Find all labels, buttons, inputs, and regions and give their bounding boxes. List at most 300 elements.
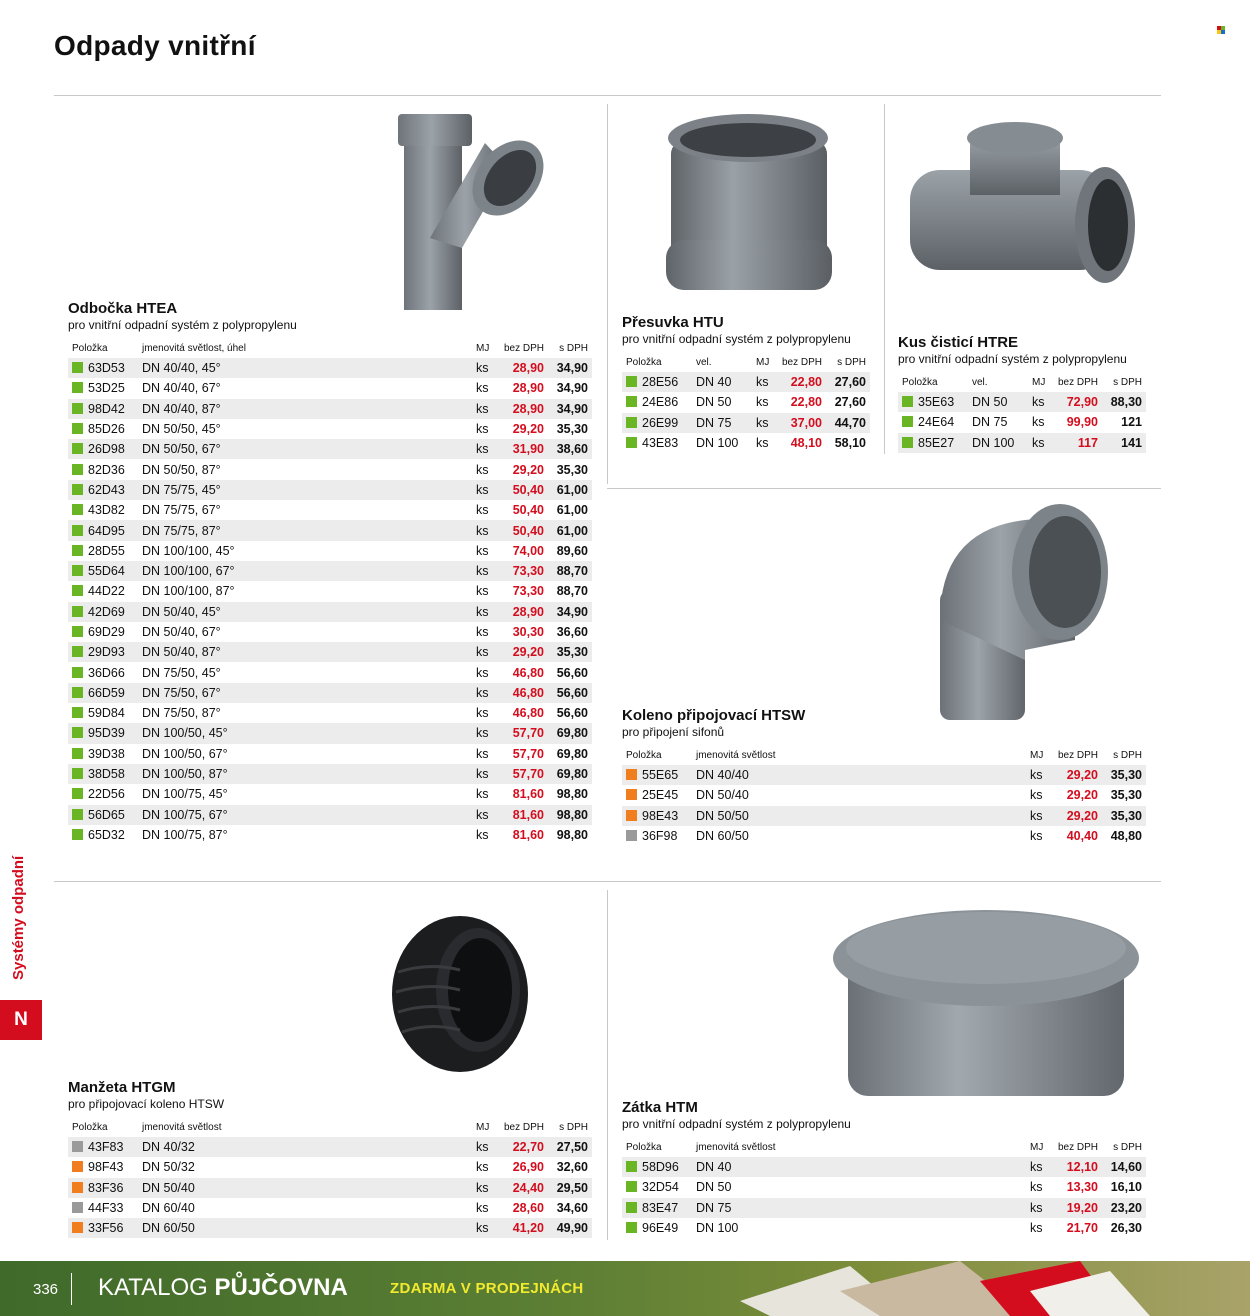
item-cell <box>68 825 138 845</box>
availability-square-icon <box>72 403 83 414</box>
footer-separator <box>71 1273 72 1305</box>
item-cell <box>898 392 968 412</box>
description-cell: DN 60/50 <box>696 829 749 844</box>
col-gross-price-header: s DPH <box>1113 749 1142 761</box>
col-net-price-header: bez DPH <box>781 356 822 368</box>
net-price-cell: 37,00 <box>776 413 826 433</box>
availability-square-icon <box>72 585 83 596</box>
unit-cell: ks <box>752 372 776 392</box>
availability-square-icon <box>72 423 83 434</box>
unit-cell: ks <box>476 1160 489 1175</box>
net-price-cell: 24,40 <box>498 1178 548 1198</box>
gross-price-cell: 69,80 <box>548 764 592 784</box>
gross-price-cell: 35,30 <box>548 642 592 662</box>
unit-cell: ks <box>1026 806 1052 826</box>
col-item-header: Položka <box>626 356 662 368</box>
gross-price-cell: 35,30 <box>556 422 588 437</box>
table-row <box>68 1218 592 1238</box>
description-cell: DN 100/50, 67° <box>142 746 228 761</box>
catalog-brand[interactable] <box>98 1274 348 1302</box>
availability-square-icon <box>72 464 83 475</box>
gross-price-cell: 69,80 <box>548 723 592 743</box>
footer-banner <box>0 1261 1250 1316</box>
column-divider <box>607 890 608 1240</box>
table-row <box>68 662 592 682</box>
availability-square-icon <box>626 417 637 428</box>
htsw-product-image <box>935 500 1115 725</box>
item-cell <box>622 826 692 846</box>
description-cell: DN 100 <box>696 436 739 451</box>
unit-cell: ks <box>472 602 498 622</box>
net-price-cell: 29,20 <box>1052 765 1102 785</box>
unit-cell: ks <box>1026 765 1052 785</box>
item-code: 55D64 <box>88 564 125 579</box>
unit-cell: ks <box>1030 1221 1043 1236</box>
table-row <box>68 703 592 723</box>
col-gross-price-header: s DPH <box>559 342 588 354</box>
description-cell: DN 100/75, 67° <box>138 805 472 825</box>
unit-cell: ks <box>472 1137 498 1157</box>
gross-price-cell: 26,30 <box>1110 1221 1142 1236</box>
unit-cell: ks <box>472 561 498 581</box>
table-row <box>898 392 1146 412</box>
net-price-cell: 22,70 <box>498 1137 548 1157</box>
unit-cell: ks <box>472 642 498 662</box>
htm-subtitle: pro vnitřní odpadní systém z polypropylenu <box>622 1117 851 1131</box>
availability-square-icon <box>902 437 913 448</box>
table-row <box>622 1198 1146 1218</box>
availability-square-icon <box>626 810 637 821</box>
gross-price-cell: 61,00 <box>556 503 588 518</box>
availability-square-icon <box>72 525 83 536</box>
description-cell: DN 75 <box>972 415 1008 430</box>
item-code: 58D96 <box>642 1160 679 1175</box>
table-row <box>622 765 1146 785</box>
item-code: 62D43 <box>88 482 125 497</box>
description-cell: DN 50/32 <box>142 1160 195 1175</box>
item-code: 82D36 <box>88 462 125 477</box>
unit-cell: ks <box>756 395 769 410</box>
net-price-cell: 41,20 <box>498 1218 548 1238</box>
availability-square-icon <box>626 396 637 407</box>
table-row <box>622 413 870 433</box>
item-cell <box>622 413 692 433</box>
unit-cell: ks <box>1026 1198 1052 1218</box>
col-net-price-header: bez DPH <box>1057 1141 1098 1153</box>
htea-price-table <box>68 338 592 845</box>
table-row <box>68 1198 592 1218</box>
item-code: 26E99 <box>642 415 679 430</box>
gross-price-cell: 35,30 <box>1102 765 1146 785</box>
net-price-cell: 50,40 <box>512 503 544 518</box>
table-header-row <box>898 372 1146 392</box>
item-code: 85E27 <box>918 435 955 450</box>
table-row <box>68 541 592 561</box>
table-row <box>68 642 592 662</box>
item-code: 25E45 <box>642 788 679 803</box>
item-code: 38D58 <box>88 767 125 782</box>
table-row <box>622 1218 1146 1238</box>
table-header-row <box>622 745 1146 765</box>
item-code: 53D25 <box>88 381 125 396</box>
item-code: 29D93 <box>88 645 125 660</box>
col-net-price-header: bez DPH <box>1057 749 1098 761</box>
availability-square-icon <box>72 646 83 657</box>
item-cell <box>68 419 138 439</box>
availability-square-icon <box>72 707 83 718</box>
net-price-cell: 28,90 <box>498 399 548 419</box>
description-cell: DN 100/50, 45° <box>138 723 472 743</box>
item-code: 65D32 <box>88 827 125 842</box>
htea-title: Odbočka HTEA <box>68 300 178 317</box>
net-price-cell: 46,80 <box>498 683 548 703</box>
col-item-header: Položka <box>72 342 108 354</box>
item-cell <box>68 561 138 581</box>
description-cell: DN 40/40, 87° <box>138 399 472 419</box>
table-row <box>68 500 592 520</box>
item-code: 26D98 <box>88 442 125 457</box>
item-cell <box>622 765 692 785</box>
col-net-price-header: bez DPH <box>503 342 544 354</box>
availability-square-icon <box>626 1181 637 1192</box>
section-divider <box>54 881 1161 882</box>
gross-price-cell: 29,50 <box>548 1178 592 1198</box>
htsw-title: Koleno připojovací HTSW <box>622 707 806 724</box>
item-cell <box>622 1198 692 1218</box>
availability-square-icon <box>72 1202 83 1213</box>
unit-cell: ks <box>472 1178 498 1198</box>
table-row <box>68 399 592 419</box>
availability-square-icon <box>72 788 83 799</box>
col-desc-header: jmenovitá světlost, úhel <box>142 342 246 354</box>
description-cell: DN 50/40, 67° <box>142 625 221 639</box>
item-cell <box>622 1177 692 1197</box>
htea-subtitle: pro vnitřní odpadní systém z polypropylenu <box>68 318 297 332</box>
availability-square-icon <box>72 382 83 393</box>
unit-cell: ks <box>476 381 489 396</box>
htgm-product-image <box>390 912 530 1074</box>
gross-price-cell: 56,60 <box>556 706 588 721</box>
htu-title: Přesuvka HTU <box>622 314 724 331</box>
col-item-header: Položka <box>626 749 662 761</box>
item-code: 44D22 <box>88 584 125 599</box>
description-cell: DN 40/32 <box>138 1137 472 1157</box>
description-cell: DN 40 <box>692 372 752 392</box>
col-mj-header: MJ <box>476 1121 490 1133</box>
net-price-cell: 57,70 <box>498 723 548 743</box>
table-row <box>68 561 592 581</box>
description-cell: DN 40/40, 45° <box>138 358 472 378</box>
catalog-brand-light: KATALOG <box>98 1274 215 1301</box>
side-category-tab[interactable]: N <box>0 1000 42 1040</box>
gross-price-cell: 27,60 <box>826 372 870 392</box>
item-cell <box>68 723 138 743</box>
net-price-cell: 22,80 <box>790 395 822 410</box>
htgm-subtitle: pro připojovací koleno HTSW <box>68 1097 225 1111</box>
section-divider <box>607 488 1161 489</box>
htm-price-table <box>622 1137 1146 1238</box>
net-price-cell: 26,90 <box>512 1160 544 1175</box>
table-header-row <box>68 1117 592 1137</box>
description-cell: DN 50/40 <box>696 788 749 803</box>
item-code: 32D54 <box>642 1180 679 1195</box>
item-cell <box>622 1218 692 1238</box>
availability-square-icon <box>902 416 913 427</box>
unit-cell: ks <box>472 1218 498 1238</box>
availability-square-icon <box>626 1202 637 1213</box>
table-row <box>68 1157 592 1177</box>
item-code: 95D39 <box>88 726 125 741</box>
net-price-cell: 48,10 <box>790 436 822 451</box>
table-row <box>68 581 592 601</box>
gross-price-cell: 34,90 <box>556 381 588 396</box>
item-code: 43D82 <box>88 503 125 518</box>
unit-cell: ks <box>472 683 498 703</box>
unit-cell: ks <box>472 723 498 743</box>
net-price-cell: 28,60 <box>512 1201 544 1216</box>
col-gross-price-header: s DPH <box>559 1121 588 1133</box>
item-cell <box>622 1157 692 1177</box>
description-cell: DN 100/100, 87° <box>142 584 235 599</box>
unit-cell: ks <box>476 746 489 761</box>
table-row <box>68 764 592 784</box>
gross-price-cell: 38,60 <box>548 439 592 459</box>
col-gross-price-header: s DPH <box>1113 1141 1142 1153</box>
unit-cell: ks <box>1030 788 1043 803</box>
htre-title: Kus čisticí HTRE <box>898 334 1019 351</box>
description-cell: DN 75 <box>692 413 752 433</box>
item-code: 64D95 <box>88 523 125 538</box>
item-cell <box>68 642 138 662</box>
item-cell <box>68 480 138 500</box>
htgm-title: Manžeta HTGM <box>68 1079 176 1096</box>
gross-price-cell: 16,10 <box>1110 1180 1142 1195</box>
column-divider <box>884 104 885 454</box>
col-mj-header: MJ <box>476 342 490 354</box>
htu-product-image <box>663 110 833 298</box>
item-code: 98F43 <box>88 1160 124 1175</box>
description-cell: DN 50 <box>696 395 732 410</box>
net-price-cell: 57,70 <box>498 764 548 784</box>
col-item-header: Položka <box>626 1141 662 1153</box>
item-cell <box>898 412 968 432</box>
table-row <box>622 433 870 453</box>
item-code: 59D84 <box>88 706 125 721</box>
description-cell: DN 50/40, 45° <box>138 602 472 622</box>
unit-cell: ks <box>476 503 489 518</box>
col-mj-header: MJ <box>1032 376 1046 388</box>
gross-price-cell: 61,00 <box>548 520 592 540</box>
item-cell <box>68 500 138 520</box>
item-cell <box>622 806 692 826</box>
gross-price-cell: 58,10 <box>834 436 866 451</box>
description-cell: DN 100 <box>968 433 1028 453</box>
description-cell: DN 50/50, 87° <box>142 462 221 477</box>
item-cell <box>68 683 138 703</box>
gross-price-cell: 23,20 <box>1102 1198 1146 1218</box>
item-code: 85D26 <box>88 422 125 437</box>
item-code: 33F56 <box>88 1221 124 1236</box>
net-price-cell: 29,20 <box>1066 788 1098 803</box>
description-cell: DN 75/75, 87° <box>138 520 472 540</box>
table-row <box>622 392 870 412</box>
table-row <box>622 785 1146 805</box>
description-cell: DN 75/50, 67° <box>138 683 472 703</box>
availability-square-icon <box>72 748 83 759</box>
unit-cell: ks <box>476 584 489 599</box>
description-cell: DN 100/100, 67° <box>138 561 472 581</box>
htu-price-table <box>622 352 870 453</box>
net-price-cell: 81,60 <box>512 827 544 842</box>
description-cell: DN 75/75, 67° <box>142 503 221 518</box>
item-cell <box>622 785 692 805</box>
item-cell <box>68 358 138 378</box>
item-cell <box>622 372 692 392</box>
item-code: 63D53 <box>88 361 125 376</box>
column-divider <box>607 104 608 484</box>
availability-square-icon <box>72 362 83 373</box>
col-item-header: Položka <box>72 1121 108 1133</box>
gross-price-cell: 35,30 <box>1110 788 1142 803</box>
net-price-cell: 46,80 <box>512 706 544 721</box>
gross-price-cell: 35,30 <box>1102 806 1146 826</box>
table-row <box>68 378 592 398</box>
description-cell: DN 100 <box>696 1221 739 1236</box>
availability-square-icon <box>72 687 83 698</box>
net-price-cell: 117 <box>1052 433 1102 453</box>
description-cell: DN 75/75, 45° <box>138 480 472 500</box>
net-price-cell: 13,30 <box>1066 1180 1098 1195</box>
net-price-cell: 74,00 <box>512 543 544 558</box>
col-net-price-header: bez DPH <box>1057 376 1098 388</box>
gross-price-cell: 141 <box>1102 433 1146 453</box>
item-code: 22D56 <box>88 787 125 802</box>
description-cell: DN 40 <box>692 1157 1026 1177</box>
unit-cell: ks <box>1032 415 1045 430</box>
unit-cell: ks <box>476 625 489 639</box>
item-code: 55E65 <box>642 768 679 783</box>
item-code: 42D69 <box>88 604 125 619</box>
gross-price-cell: 48,80 <box>1110 829 1142 844</box>
item-cell <box>68 1218 138 1238</box>
unit-cell: ks <box>472 399 498 419</box>
availability-square-icon <box>902 396 913 407</box>
col-mj-header: MJ <box>1030 1141 1044 1153</box>
item-code: 36D66 <box>88 665 125 680</box>
gross-price-cell: 27,60 <box>834 395 866 410</box>
description-cell: DN 40/40 <box>692 765 1026 785</box>
table-row <box>68 602 592 622</box>
item-code: 83E47 <box>642 1200 679 1215</box>
catalog-brand-bold: PŮJČOVNA <box>214 1274 348 1301</box>
net-price-cell: 81,60 <box>512 787 544 802</box>
unit-cell: ks <box>476 665 489 680</box>
table-row <box>622 826 1146 846</box>
item-code: 24E86 <box>642 395 679 410</box>
gross-price-cell: 69,80 <box>556 746 588 761</box>
table-row <box>68 480 592 500</box>
table-row <box>68 358 592 378</box>
item-code: 28D55 <box>88 543 125 558</box>
gross-price-cell: 88,70 <box>556 584 588 599</box>
item-cell <box>622 392 692 412</box>
net-price-cell: 30,30 <box>512 625 544 639</box>
unit-cell: ks <box>476 706 489 721</box>
htu-subtitle: pro vnitřní odpadní systém z polypropylenu <box>622 332 851 346</box>
gross-price-cell: 88,30 <box>1102 392 1146 412</box>
net-price-cell: 46,80 <box>512 665 544 680</box>
table-row <box>622 372 870 392</box>
description-cell: DN 60/50 <box>138 1218 472 1238</box>
gross-price-cell: 34,90 <box>548 399 592 419</box>
net-price-cell: 29,20 <box>1052 806 1102 826</box>
col-desc-header: vel. <box>696 356 712 368</box>
net-price-cell: 99,90 <box>1066 415 1098 430</box>
table-row <box>68 805 592 825</box>
availability-square-icon <box>72 606 83 617</box>
net-price-cell: 22,80 <box>776 372 826 392</box>
net-price-cell: 21,70 <box>1066 1221 1098 1236</box>
availability-square-icon <box>626 830 637 841</box>
free-in-stores-label: ZDARMA V PRODEJNÁCH <box>390 1280 584 1297</box>
description-cell: DN 100/75, 87° <box>142 827 228 842</box>
description-cell: DN 60/40 <box>142 1201 195 1216</box>
unit-cell: ks <box>476 543 489 558</box>
item-cell <box>68 581 138 601</box>
table-header-row <box>68 338 592 358</box>
item-code: 43E83 <box>642 436 679 451</box>
availability-square-icon <box>626 769 637 780</box>
table-row <box>622 1157 1146 1177</box>
unit-cell: ks <box>472 439 498 459</box>
unit-cell: ks <box>1028 433 1052 453</box>
table-row <box>68 439 592 459</box>
col-mj-header: MJ <box>1030 749 1044 761</box>
unit-cell: ks <box>476 1201 489 1216</box>
gross-price-cell: 98,80 <box>556 787 588 802</box>
item-code: 69D29 <box>88 625 125 639</box>
item-cell <box>68 662 138 682</box>
gross-price-cell: 14,60 <box>1102 1157 1146 1177</box>
table-row <box>68 419 592 439</box>
gross-price-cell: 35,30 <box>556 462 588 477</box>
htm-product-image <box>830 908 1142 1100</box>
net-price-cell: 57,70 <box>512 746 544 761</box>
gross-price-cell: 34,60 <box>556 1201 588 1216</box>
gross-price-cell: 56,60 <box>556 665 588 680</box>
top-divider <box>54 95 1161 96</box>
unit-cell: ks <box>752 413 776 433</box>
htm-title: Zátka HTM <box>622 1099 698 1116</box>
description-cell: DN 100/50, 87° <box>138 764 472 784</box>
gross-price-cell: 121 <box>1121 415 1142 430</box>
availability-square-icon <box>72 504 83 515</box>
unit-cell: ks <box>472 805 498 825</box>
item-cell <box>68 1198 138 1218</box>
availability-square-icon <box>72 667 83 678</box>
net-price-cell: 31,90 <box>498 439 548 459</box>
description-cell: DN 50 <box>696 1180 732 1195</box>
availability-square-icon <box>72 545 83 556</box>
table-row <box>68 723 592 743</box>
item-cell <box>68 703 138 723</box>
item-cell <box>68 520 138 540</box>
availability-square-icon <box>626 1161 637 1172</box>
description-cell: DN 100/75, 45° <box>142 787 228 802</box>
col-desc-header: jmenovitá světlost <box>696 1141 776 1153</box>
table-row <box>622 806 1146 826</box>
item-code: 83F36 <box>88 1180 124 1195</box>
